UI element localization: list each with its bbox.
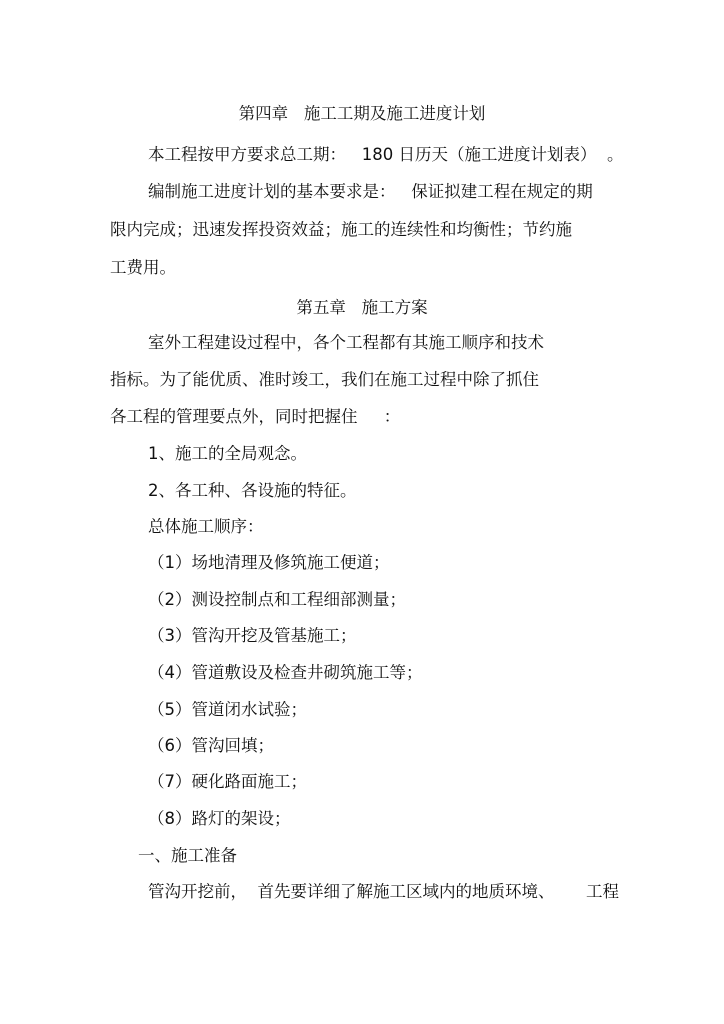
chapter4-paragraph-2-line-2: 限内完成；迅速发挥投资效益；施工的连续性和均衡性；节约施: [110, 220, 572, 239]
chapter5-title: 第五章 施工方案: [296, 298, 428, 317]
chapter5-intro-line-1: 室外工程建设过程中，各个工程都有其施工顺序和技术: [148, 333, 544, 352]
sequence-item: （1）场地清理及修筑施工便道；: [148, 553, 390, 572]
sequence-item: （8）路灯的架设；: [148, 809, 291, 828]
chapter4-paragraph-1: 本工程按甲方要求总工期： 180 日历天（施工进度计划表） 。: [148, 145, 624, 164]
chapter4-title: 第四章 施工工期及施工进度计划: [238, 104, 486, 123]
chapter5-intro-line-2: 指标。为了能优质、准时竣工，我们在施工过程中除了抓住: [110, 370, 539, 389]
chapter4-paragraph-2-line-1: 编制施工进度计划的基本要求是： 保证拟建工程在规定的期: [148, 182, 593, 201]
sequence-label: 总体施工顺序：: [148, 517, 264, 536]
sequence-item: （2）测设控制点和工程细部测量；: [148, 590, 406, 609]
section-1-title: 一、施工准备: [138, 846, 237, 865]
point-item: 2、各工种、各设施的特征。: [148, 481, 357, 500]
sequence-item: （7）硬化路面施工；: [148, 772, 307, 791]
sequence-item: （4）管道敷设及检查井砌筑施工等；: [148, 663, 423, 682]
sequence-item: （3）管沟开挖及管基施工；: [148, 626, 357, 645]
chapter4-paragraph-2-line-3: 工费用。: [110, 258, 176, 277]
section-1-text: 管沟开挖前， 首先要详细了解施工区域内的地质环境、 工程: [148, 882, 619, 901]
sequence-item: （6）管沟回填；: [148, 736, 274, 755]
point-item: 1、施工的全局观念。: [148, 444, 307, 463]
sequence-item: （5）管道闭水试验；: [148, 700, 307, 719]
chapter5-intro-line-3: 各工程的管理要点外，同时把握住 ：: [110, 407, 401, 426]
